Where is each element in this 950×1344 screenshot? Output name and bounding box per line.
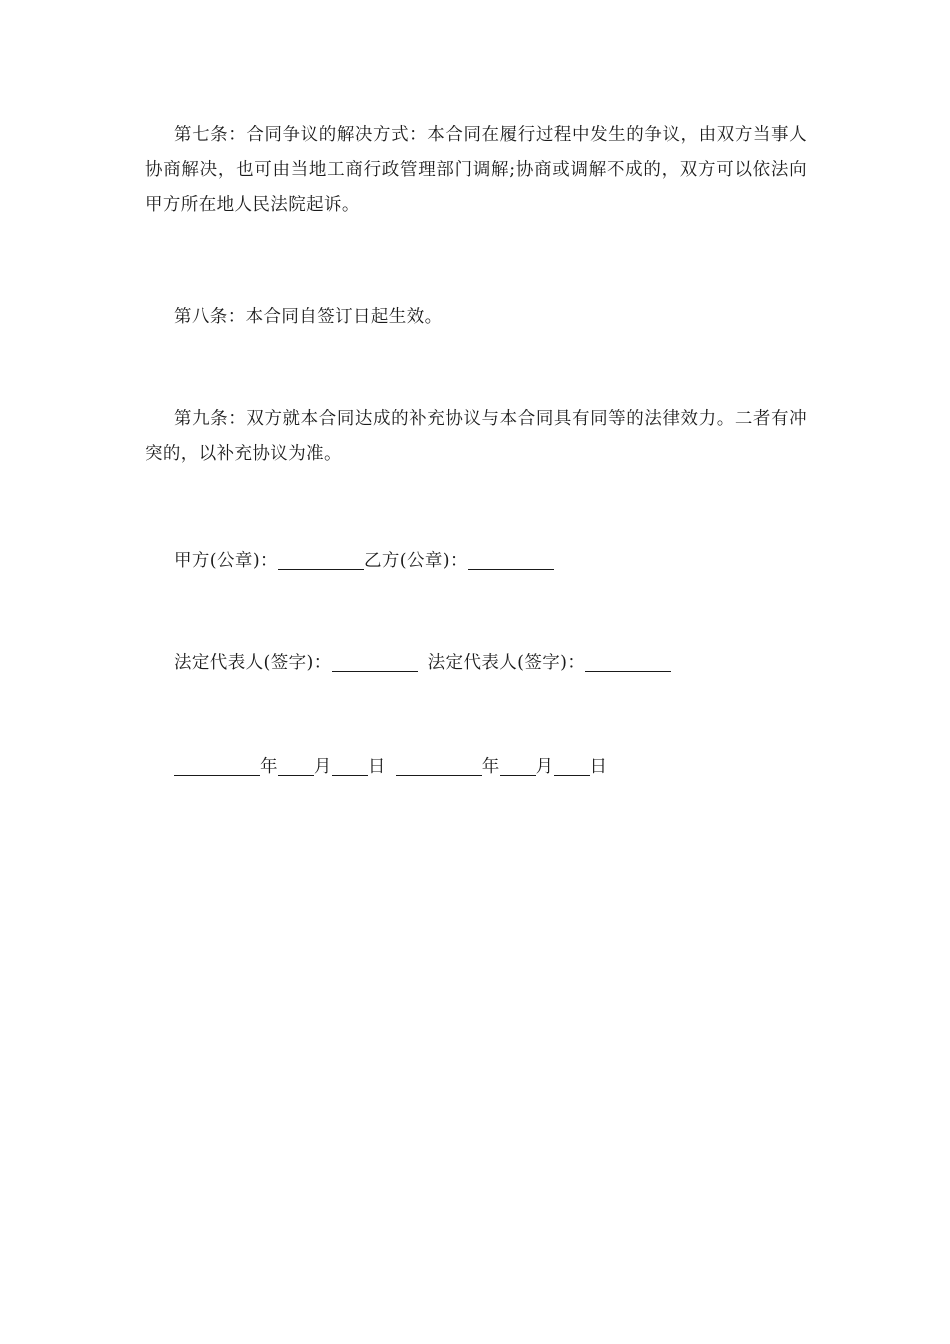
article-9: 第九条：双方就本合同达成的补充协议与本合同具有同等的法律效力。二者有冲突的，以补充协议为准。 (145, 409, 807, 464)
party-a-rep-blank (332, 651, 418, 672)
party-b-day-blank (554, 755, 590, 776)
party-b-rep-blank (585, 651, 671, 672)
article-7: 第七条：合同争议的解决方式：本合同在履行过程中发生的争议，由双方当事人协商解决，也可由当地工商行政管理部门调解;协商或调解不成的，双方可以依法向甲方所在地人民法院起诉。 (145, 125, 807, 215)
party-b-rep-label: 法定代表人(签字)： (427, 653, 586, 673)
party-a-year-blank (174, 755, 260, 776)
party-a-day-blank (332, 755, 368, 776)
article-8: 第八条：本合同自签订日起生效。 (174, 307, 443, 327)
party-a-seal-label: 甲方(公章)： (174, 551, 278, 571)
party-a-year-label: 年 (260, 757, 278, 777)
party-a-day-label: 日 (367, 757, 386, 777)
party-a-rep-label: 法定代表人(签字)： (174, 653, 332, 673)
party-a-month-blank (278, 755, 314, 776)
party-b-month-label: 月 (535, 757, 554, 777)
party-b-year-blank (396, 755, 482, 776)
party-a-month-label: 月 (313, 757, 332, 777)
party-a-seal-blank (278, 549, 364, 570)
party-b-seal-label: 乙方(公章)： (363, 551, 468, 571)
party-b-seal-blank (468, 549, 554, 570)
party-b-day-label: 日 (589, 757, 608, 777)
representative-line (145, 646, 807, 681)
date-line (145, 750, 807, 785)
party-b-month-blank (500, 755, 536, 776)
party-b-year-label: 年 (481, 757, 500, 777)
seal-line (145, 544, 807, 579)
